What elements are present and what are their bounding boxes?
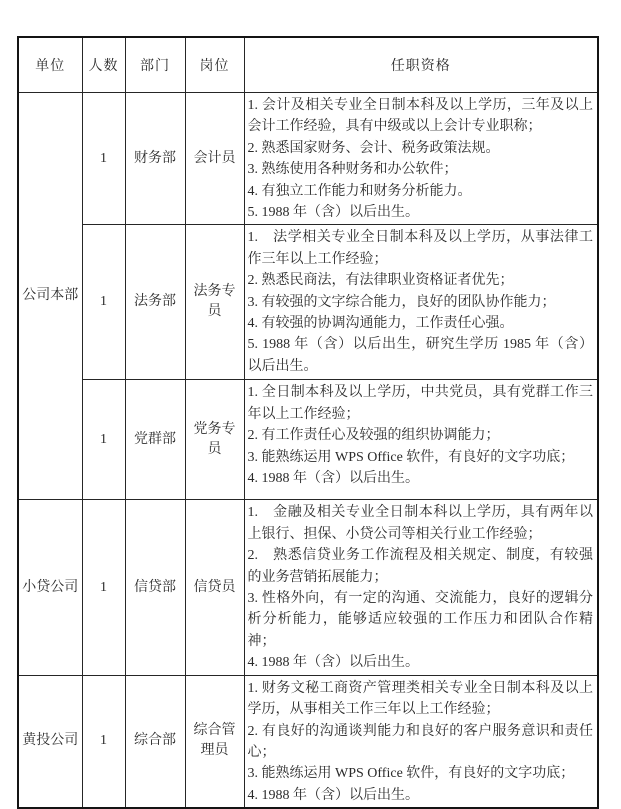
table-row xyxy=(18,500,598,675)
qualification-item: 2. 熟悉国家财务、会计、税务政策法规。 xyxy=(247,140,500,156)
qualifications-cell xyxy=(244,380,598,500)
column-header-unit: 单位 xyxy=(18,37,82,93)
count-cell: 1 xyxy=(82,225,125,380)
qualification-item: 3. 有较强的文字综合能力，良好的团队协作能力； xyxy=(247,294,556,310)
qualification-item: 4. 1988 年（含）以后出生。 xyxy=(247,655,419,671)
dept-cell: 法务部 xyxy=(125,225,185,380)
table-row xyxy=(18,675,598,808)
qualification-item: 4. 有较强的协调沟通能力，工作责任心强。 xyxy=(247,316,514,332)
post-cell: 会计员 xyxy=(185,93,244,225)
qualification-item: 3. 性格外向，有一定的沟通、交流能力，良好的逻辑分析分析能力，能够适应较强的工作压力和团队合作精神； xyxy=(247,591,593,649)
qualification-item: 1. 全日制本科及以上学历，中共党员，具有党群工作三年以上工作经验； xyxy=(247,385,593,422)
table-row xyxy=(18,93,598,225)
dept-cell: 综合部 xyxy=(125,675,185,808)
column-header-count: 人数 xyxy=(82,37,125,93)
unit-cell-huangtou-company: 黄投公司 xyxy=(18,675,82,808)
count-cell: 1 xyxy=(82,675,125,808)
count-cell: 1 xyxy=(82,93,125,225)
post-cell: 综合管理员 xyxy=(185,675,244,808)
count-cell: 1 xyxy=(82,500,125,675)
post-cell: 信贷员 xyxy=(185,500,244,675)
qualification-item: 1. 会计及相关专业全日制本科及以上学历，三年及以上会计工作经验，具有中级或以上会计专业职称； xyxy=(247,98,593,135)
qualification-item: 3. 能熟练运用 WPS Office 软件，有良好的文字功底； xyxy=(247,766,575,782)
table-row xyxy=(18,225,598,380)
column-header-dept: 部门 xyxy=(125,37,185,93)
qualifications-cell xyxy=(244,93,598,225)
column-header-post: 岗位 xyxy=(185,37,244,93)
qualifications-cell xyxy=(244,500,598,675)
qualification-item: 3. 熟练使用各种财务和办公软件； xyxy=(247,162,458,178)
qualification-item: 3. 能熟练运用 WPS Office 软件，有良好的文字功底； xyxy=(247,449,575,465)
qualification-item: 2. 有工作责任心及较强的组织协调能力； xyxy=(247,428,500,444)
column-header-qualifications: 任职资格 xyxy=(244,37,598,93)
count-cell: 1 xyxy=(82,380,125,500)
qualification-item: 2. 熟悉民商法，有法律职业资格证者优先； xyxy=(247,273,514,289)
qualification-item: 1. 财务文秘工商资产管理类相关专业全日制本科及以上学历，从事相关工作三年以上工作经验； xyxy=(247,680,593,718)
qualification-item: 1. 法学相关专业全日制本科及以上学历，从事法律工作三年以上工作经验； xyxy=(247,230,593,267)
dept-cell: 财务部 xyxy=(125,93,185,225)
qualification-item: 5. 1988 年（含）以后出生。 xyxy=(247,205,419,221)
qualification-item: 5. 1988 年（含）以后出生，研究生学历 1985 年（含）以后出生。 xyxy=(247,337,593,374)
table-row xyxy=(18,380,598,500)
qualification-item: 2. 熟悉信贷业务工作流程及相关规定、制度，有较强的业务营销拓展能力； xyxy=(247,548,593,585)
qualification-item: 4. 1988 年（含）以后出生。 xyxy=(247,787,419,803)
qualification-item: 4. 1988 年（含）以后出生。 xyxy=(247,471,419,487)
qualifications-cell xyxy=(244,675,598,808)
unit-cell-microloan-company: 小贷公司 xyxy=(18,500,82,675)
qualification-item: 2. 有良好的沟通谈判能力和良好的客户服务意识和责任心； xyxy=(247,723,593,760)
recruitment-table xyxy=(17,36,599,809)
post-cell: 党务专员 xyxy=(185,380,244,500)
qualifications-cell xyxy=(244,225,598,380)
unit-cell-company-hq: 公司本部 xyxy=(18,93,82,500)
post-cell: 法务专员 xyxy=(185,225,244,380)
dept-cell: 党群部 xyxy=(125,380,185,500)
qualification-item: 4. 有独立工作能力和财务分析能力。 xyxy=(247,183,472,199)
header-row xyxy=(18,37,598,93)
qualification-item: 1. 金融及相关专业全日制本科以上学历，具有两年以上银行、担保、小贷公司等相关行业工作经验； xyxy=(247,505,593,542)
dept-cell: 信贷部 xyxy=(125,500,185,675)
